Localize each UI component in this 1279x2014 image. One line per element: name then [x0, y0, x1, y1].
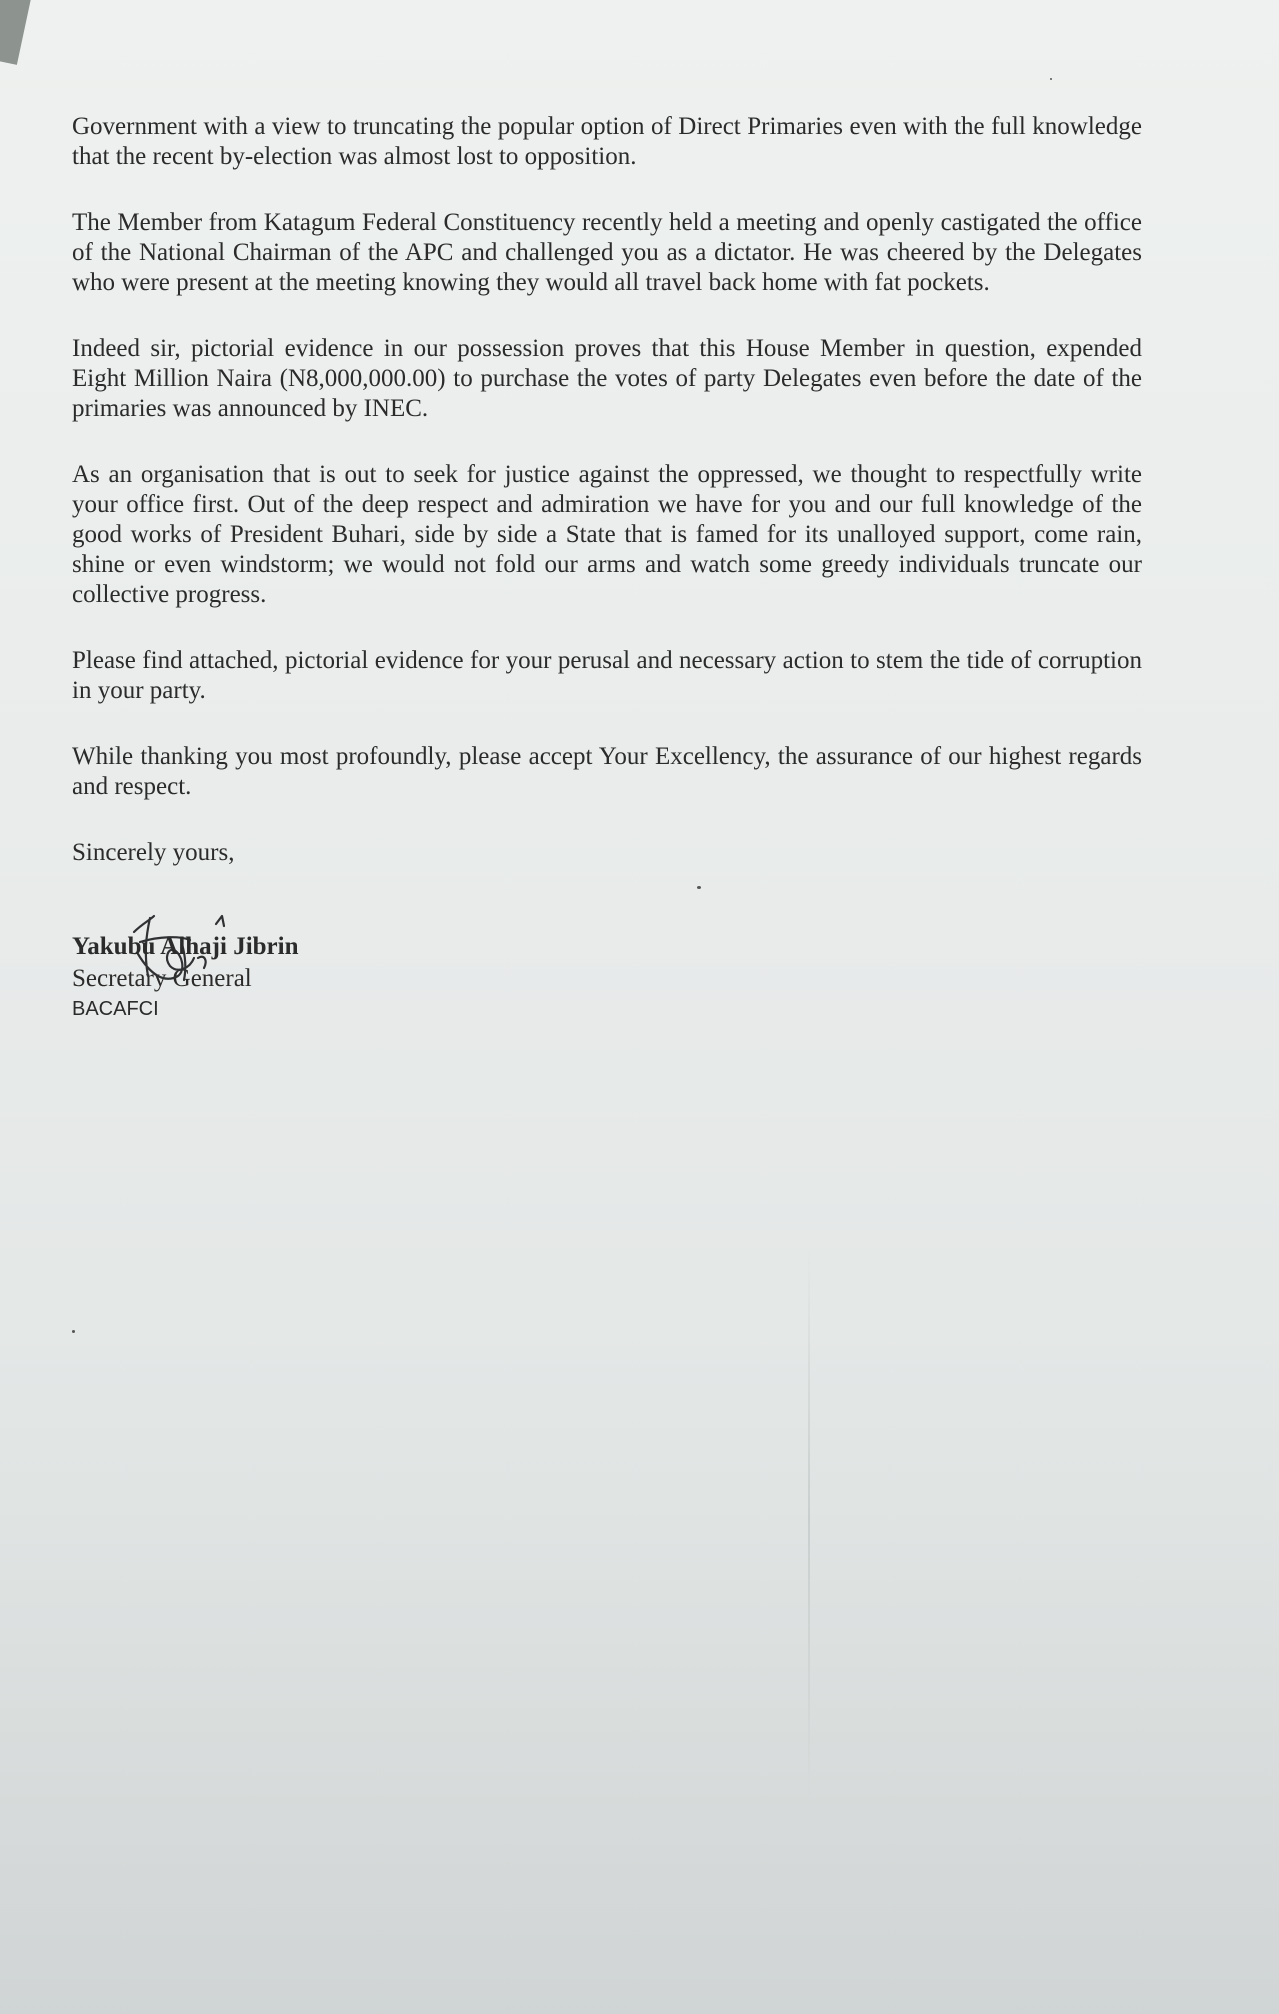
signature-block — [72, 932, 1142, 1022]
ink-speck — [72, 1330, 75, 1333]
letter-body — [72, 112, 1142, 1022]
paragraph-5: Please find attached, pictorial evidence for your perusal and necessary action to stem the tide of corruption in your party. — [72, 647, 1142, 704]
ink-speck — [697, 886, 701, 889]
paragraph-4: As an organisation that is out to seek for justice against the oppressed, we thought to respectfully write your office first. Out of the deep respect and admiration we have for you and our full knowledge of the good works of President Buhari, side by side a State that is famed for its unalloyed support, come rain, shine or even windstorm; we would not fold our arms and watch some greedy individuals truncate our collective progress. — [72, 461, 1142, 608]
paper-shadow — [0, 1314, 1279, 2014]
paragraph-6: While thanking you most profoundly, please accept Your Excellency, the assurance of our highest regards and respect. — [72, 743, 1142, 800]
signatory-name: Yakubu Alhaji Jibrin — [72, 933, 299, 960]
signatory-organisation: BACAFCI — [72, 998, 159, 1020]
closing-line: Sincerely yours, — [72, 839, 235, 866]
paragraph-3: Indeed sir, pictorial evidence in our possession proves that this House Member in question, expended Eight Million Naira (N8,000,000.00) to purchase the votes of party Delegates even before the date of the primaries was announced by INEC. — [72, 335, 1142, 422]
ink-speck — [1050, 78, 1052, 80]
paper-crease — [808, 1240, 810, 1800]
paragraph-2: The Member from Katagum Federal Constituency recently held a meeting and openly castigated the office of the National Chairman of the APC and challenged you as a dictator. He was cheered by the Delegates who were present at the meeting knowing they would all travel back home with fat pockets. — [72, 209, 1142, 296]
paragraph-1: Government with a view to truncating the popular option of Direct Primaries even with the full knowledge that the recent by-election was almost lost to opposition. — [72, 113, 1142, 170]
signatory-title: Secretary General — [72, 965, 252, 992]
